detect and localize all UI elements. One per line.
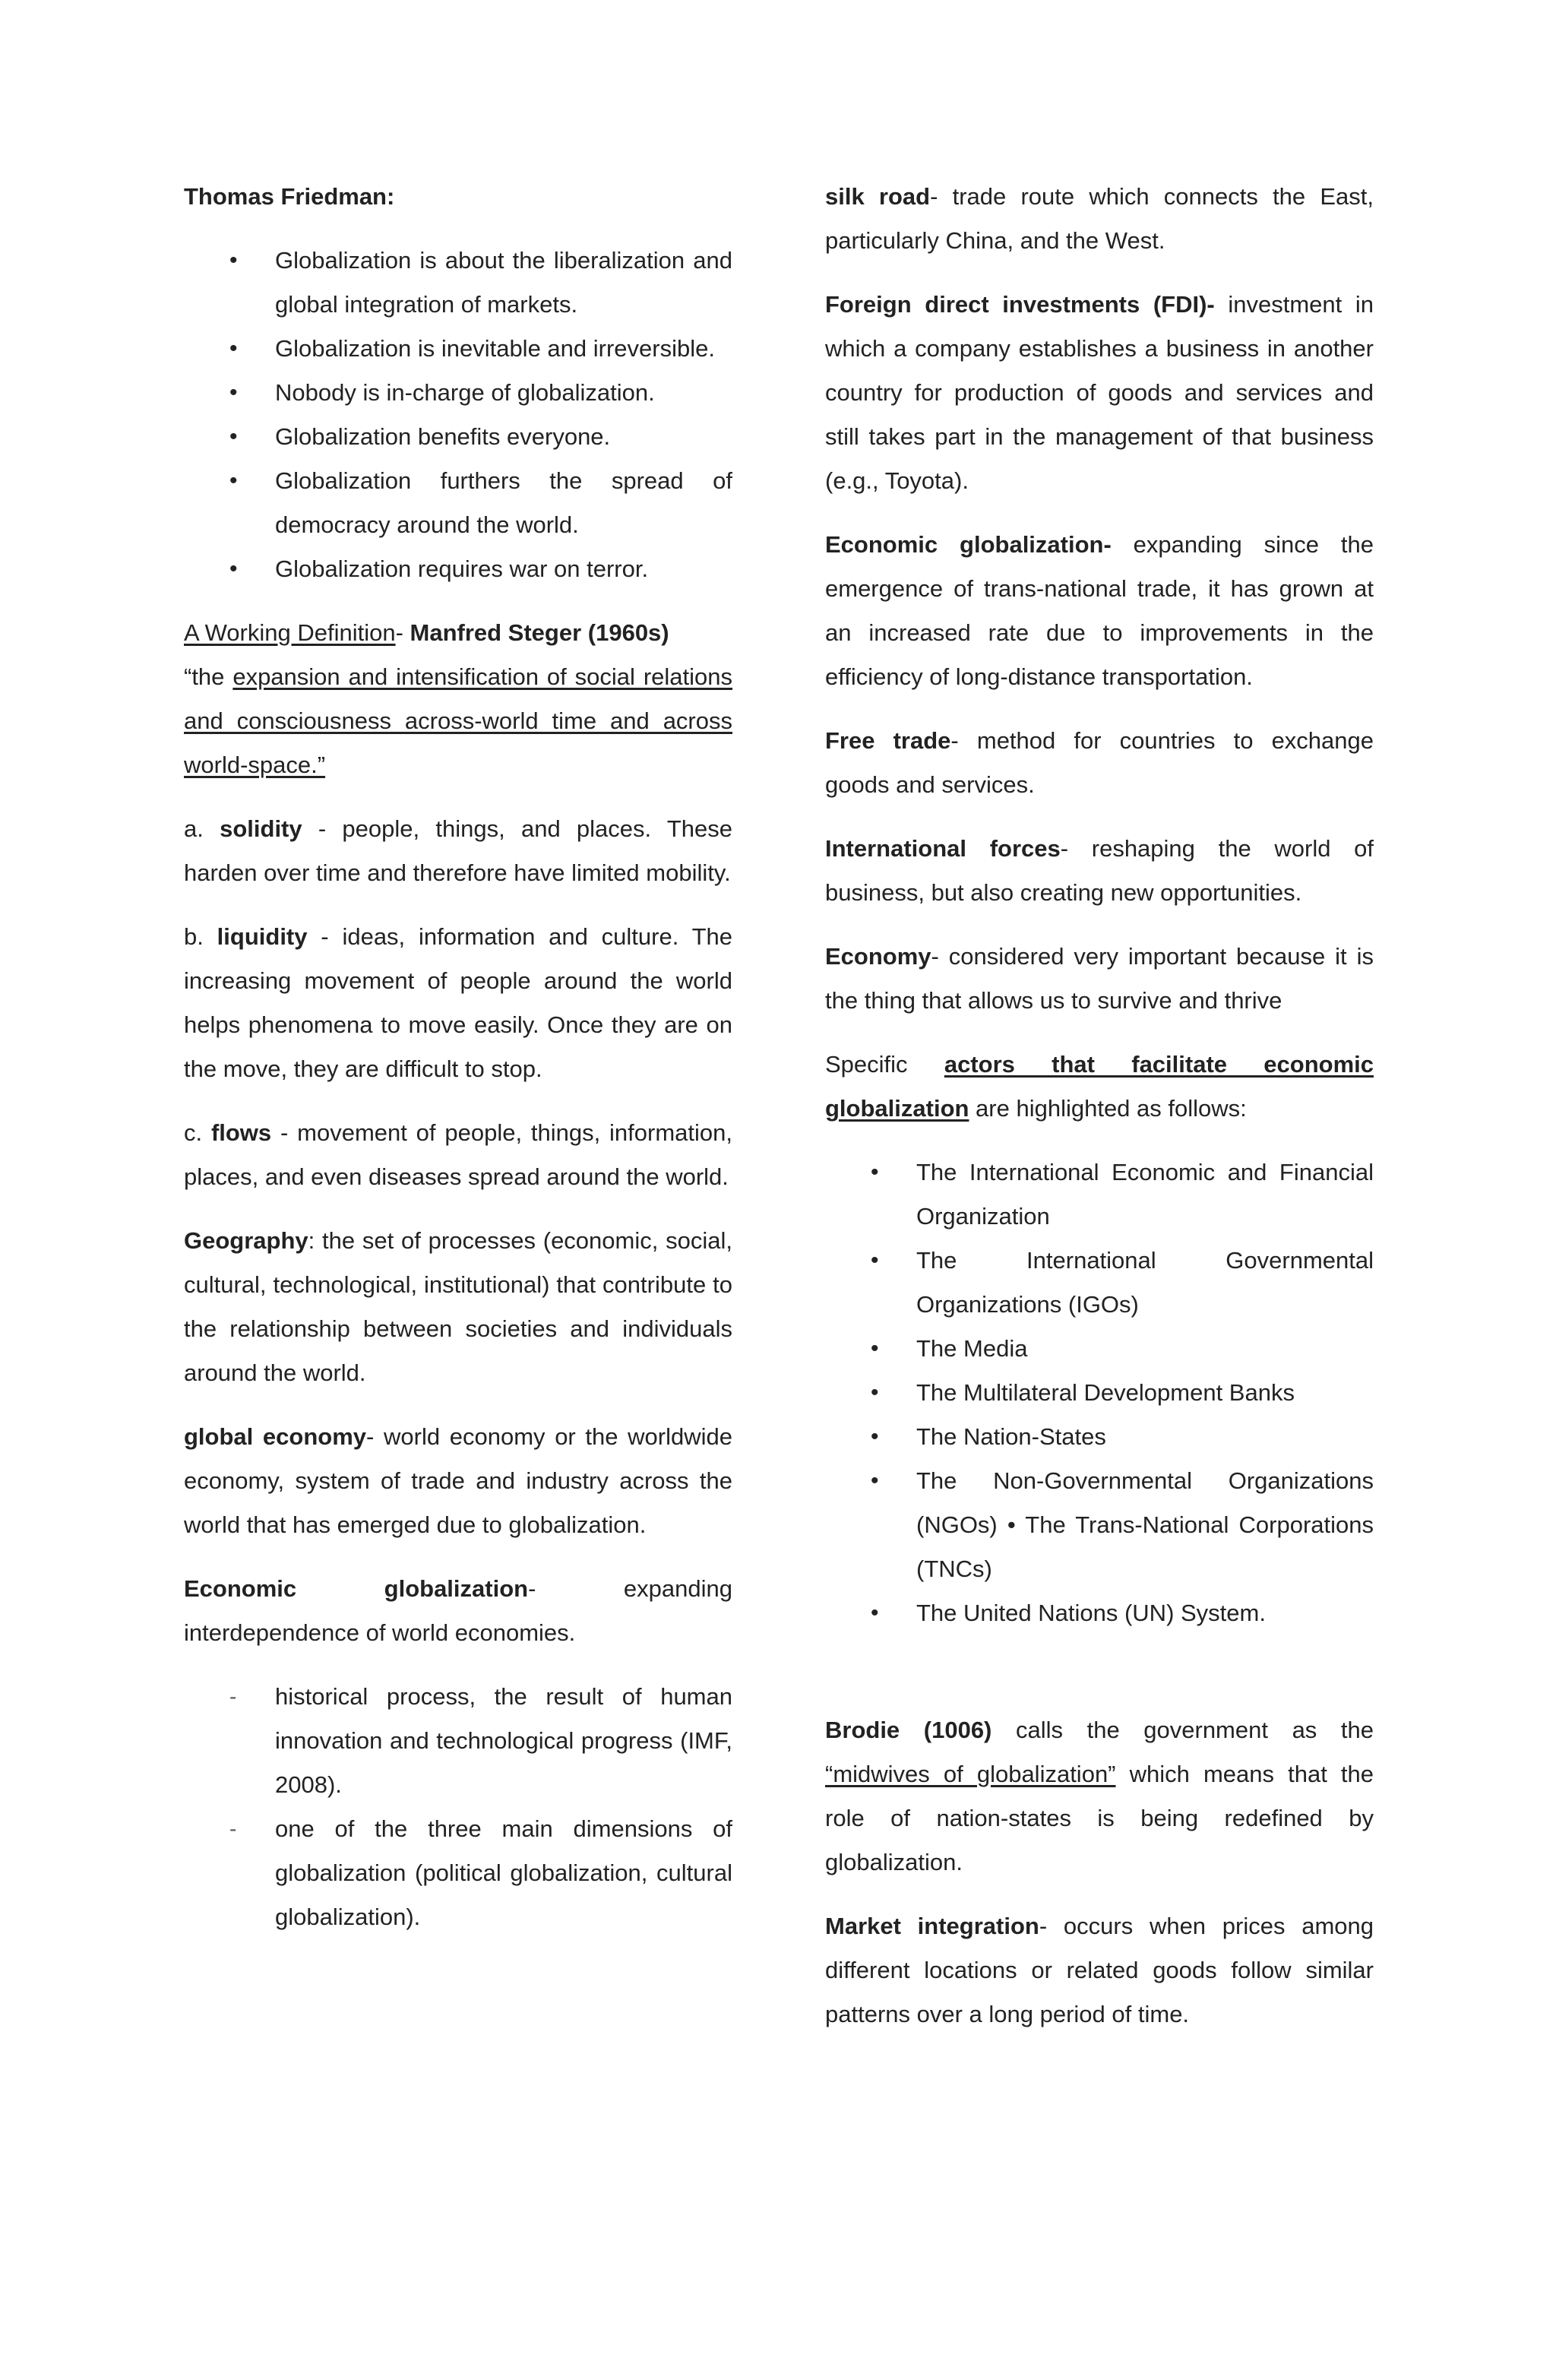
economic-globalization-2-paragraph: Economic globalization- expanding since the emergence of trans-national trade, it has grown at an increased rate due to improvements in the efficiency of long-distance transportation.	[825, 531, 1374, 690]
liquidity-paragraph: b. liquidity - ideas, information and culture. The increasing movement of people around the world helps phenomena to move easily. Once they are on the move, they are difficult to stop.	[184, 923, 733, 1082]
list-item: • The United Nations (UN) System.	[916, 1591, 1374, 1635]
list-item: • The Non-Governmental Organizations (NGOs) • The Trans-National Corporations (TNCs)	[916, 1459, 1374, 1591]
free-trade-paragraph: Free trade- method for countries to exchange goods and services.	[825, 727, 1374, 798]
spacer	[825, 1655, 1374, 1708]
fdi-paragraph: Foreign direct investments (FDI)- investment in which a company establishes a business in another country for production of goods and services and still takes part in the management of that business (e.g., Toyota).	[825, 291, 1374, 494]
friedman-list	[184, 239, 732, 591]
actors-list	[825, 1150, 1374, 1635]
right-column	[825, 175, 1374, 2056]
list-item: • The International Governmental Organizations (IGOs)	[916, 1239, 1374, 1327]
brodie-paragraph: Brodie (1006) calls the government as the “midwives of globalization” which means that the role of nation-states is being redefined by globalization.	[825, 1717, 1374, 1875]
silk-road-paragraph: silk road- trade route which connects the East, particularly China, and the West.	[825, 183, 1374, 254]
economic-globalization-list	[184, 1675, 732, 1939]
left-column	[184, 175, 732, 1959]
list-item: • The International Economic and Financial Organization	[916, 1150, 1374, 1239]
solidity-paragraph: a. solidity - people, things, and places. These harden over time and therefore have limited mobility.	[184, 815, 732, 886]
market-integration-paragraph: Market integration- occurs when prices among different locations or related goods follow similar patterns over a long period of time.	[825, 1913, 1374, 2027]
list-item: - historical process, the result of human innovation and technological progress (IMF, 2008).	[275, 1675, 732, 1807]
economy-paragraph: Economy- considered very important because it is the thing that allows us to survive and thrive	[825, 943, 1374, 1014]
list-item: • Globalization benefits everyone.	[275, 415, 732, 459]
friedman-heading: Thomas Friedman:	[184, 183, 395, 210]
flows-paragraph: c. flows - movement of people, things, information, places, and even diseases spread around the world.	[184, 1119, 732, 1190]
global-economy-paragraph: global economy- world economy or the worldwide economy, system of trade and industry across the world that has emerged due to globalization.	[184, 1423, 732, 1538]
list-item: • The Nation-States	[916, 1415, 1374, 1459]
list-item: - one of the three main dimensions of globalization (political globalization, cultural globalization).	[275, 1807, 732, 1939]
list-item: • Globalization is inevitable and irreversible.	[275, 327, 732, 371]
list-item: • Globalization furthers the spread of democracy around the world.	[275, 459, 732, 547]
list-item: • Nobody is in-charge of globalization.	[275, 371, 732, 415]
working-definition: A Working Definition- Manfred Steger (1960s) “the expansion and intensification of social relations and consciousness across-world time and across world-space.”	[184, 619, 733, 778]
actors-intro-paragraph: Specific actors that facilitate economic globalization are highlighted as follows:	[825, 1051, 1374, 1122]
list-item: • The Multilateral Development Banks	[916, 1371, 1374, 1415]
geography-paragraph: Geography: the set of processes (economic, social, cultural, technological, institutional) that contribute to the relationship between societies and individuals around the world.	[184, 1227, 732, 1386]
list-item: • Globalization is about the liberalization and global integration of markets.	[275, 239, 732, 327]
list-item: • The Media	[916, 1327, 1374, 1371]
economic-globalization-paragraph: Economic globalization- expanding interdependence of world economies.	[184, 1575, 732, 1646]
list-item: • Globalization requires war on terror.	[275, 547, 732, 591]
international-forces-paragraph: International forces- reshaping the world of business, but also creating new opportunities.	[825, 835, 1374, 906]
